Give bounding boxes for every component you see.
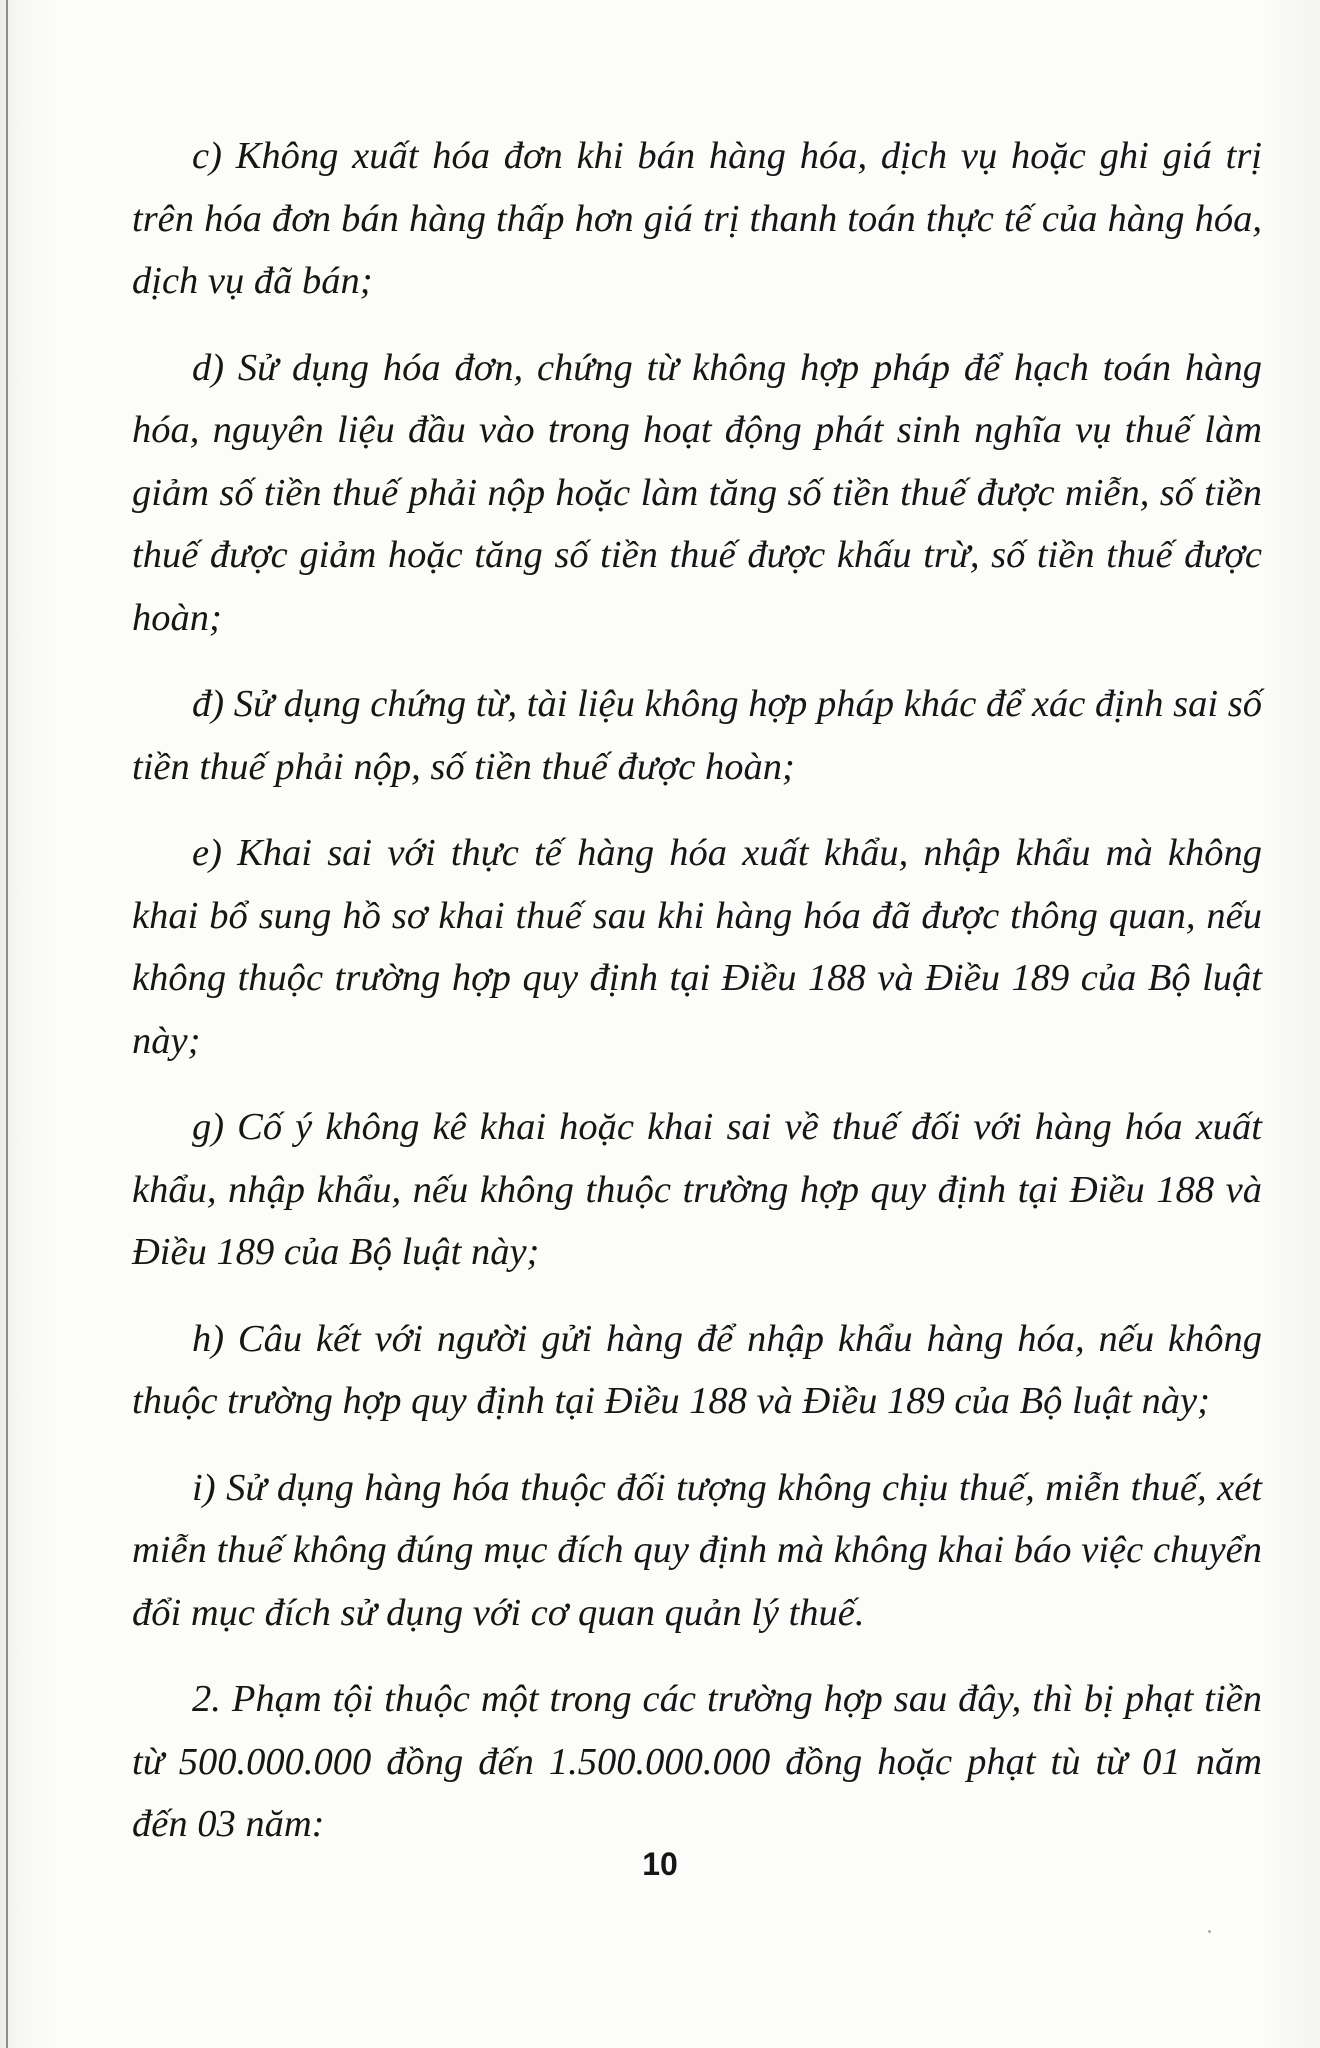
paragraph-clause-2: 2. Phạm tội thuộc một trong các trường hợp sau đây, thì bị phạt tiền từ 500.000.000 đồng đến 1.500.000.000 đồng hoặc phạt tù từ 01 năm đến 03 năm:: [132, 1678, 1262, 1845]
paragraph-c: c) Không xuất hóa đơn khi bán hàng hóa, dịch vụ hoặc ghi giá trị trên hóa đơn bán hàng thấp hơn giá trị thanh toán thực tế của hàng hóa, dịch vụ đã bán;: [132, 135, 1262, 302]
paper-speck: [1208, 1930, 1211, 1933]
paragraph-h: h) Câu kết với người gửi hàng để nhập khẩu hàng hóa, nếu không thuộc trường hợp quy định tại Điều 188 và Điều 189 của Bộ luật này;: [132, 1317, 1262, 1422]
binding-edge: [6, 0, 8, 2048]
paragraph-g: g) Cố ý không kê khai hoặc khai sai về thuế đối với hàng hóa xuất khẩu, nhập khẩu, nếu không thuộc trường hợp quy định tại Điều 188 và Điều 189 của Bộ luật này;: [132, 1106, 1262, 1273]
paragraph-d: d) Sử dụng hóa đơn, chứng từ không hợp pháp để hạch toán hàng hóa, nguyên liệu đầu vào trong hoạt động phát sinh nghĩa vụ thuế làm giảm số tiền thuế phải nộp hoặc làm tăng số tiền thuế được miễn, số tiền thuế được giảm hoặc tăng số tiền thuế được khấu trừ, số tiền thuế được hoàn;: [132, 346, 1262, 639]
paragraph-e: e) Khai sai với thực tế hàng hóa xuất khẩu, nhập khẩu mà không khai bổ sung hồ sơ khai thuế sau khi hàng hóa đã được thông quan, nếu không thuộc trường hợp quy định tại Điều 188 và Điều 189 của Bộ luật này;: [132, 832, 1262, 1062]
paragraph-dd: đ) Sử dụng chứng từ, tài liệu không hợp pháp khác để xác định sai số tiền thuế phải nộp, số tiền thuế được hoàn;: [132, 683, 1262, 788]
paragraph-i: i) Sử dụng hàng hóa thuộc đối tượng không chịu thuế, miễn thuế, xét miễn thuế không đúng mục đích quy định mà không khai báo việc chuyển đổi mục đích sử dụng với cơ quan quản lý thuế.: [132, 1466, 1262, 1634]
body-text: [132, 125, 1262, 1880]
page-number: 10: [642, 1846, 678, 1882]
